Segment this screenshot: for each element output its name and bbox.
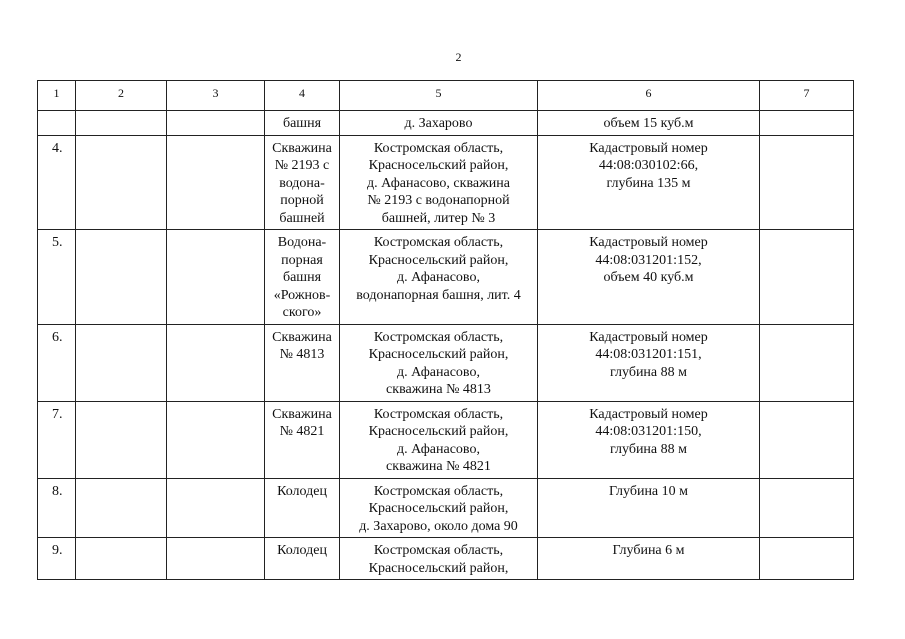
table-row: [38, 111, 854, 136]
details-line: 44:08:031201:150,: [595, 424, 702, 439]
empty-cell-col3: [167, 478, 265, 538]
object-name-line: башня: [282, 270, 322, 285]
object-name-line: № 2193 с: [274, 158, 330, 173]
column-header-7: 7: [760, 81, 854, 111]
object-name-cell: [265, 538, 340, 580]
column-header-6: 6: [538, 81, 760, 111]
details-line: 44:08:030102:66,: [598, 158, 699, 173]
details-cell: [538, 324, 760, 401]
object-name-line: порная: [281, 252, 323, 268]
details-line: глубина 135 м: [606, 175, 691, 191]
address-line: скважина № 4821: [386, 459, 491, 474]
empty-cell-col7: [760, 230, 854, 325]
empty-cell-col2: [76, 401, 167, 478]
details-line: Кадастровый номер: [589, 406, 708, 422]
empty-cell-col7: [760, 478, 854, 538]
empty-cell-col2: [76, 111, 167, 136]
details-line: Глубина 6 м: [612, 543, 685, 558]
object-name-line: Колодец: [277, 483, 327, 499]
column-header-5: 5: [340, 81, 538, 111]
address-cell: [340, 324, 538, 401]
object-name-line: Скважина: [272, 406, 332, 422]
empty-cell-col3: [167, 324, 265, 401]
details-line: 44:08:031201:152,: [595, 252, 702, 268]
details-cell: [538, 111, 760, 136]
address-line: д. Афанасово,: [397, 364, 480, 380]
address-line: Красносельский район,: [368, 424, 509, 439]
table-row: [38, 324, 854, 401]
object-name-line: башней: [279, 210, 325, 226]
address-line: д. Афанасово,: [397, 270, 480, 285]
object-name-line: № 4813: [279, 347, 325, 362]
address-line: водонапорная башня, лит. 4: [356, 287, 521, 303]
details-line: Глубина 10 м: [608, 483, 689, 499]
details-line: объем 15 куб.м: [603, 116, 694, 131]
column-header-3: 3: [167, 81, 265, 111]
row-number-cell: 8.: [38, 478, 76, 538]
address-line: Костромская область,: [373, 329, 504, 345]
row-number-cell: 7.: [38, 401, 76, 478]
column-header-2: 2: [76, 81, 167, 111]
object-name-line: порной: [280, 193, 324, 208]
row-number-cell: 4.: [38, 135, 76, 230]
empty-cell-col7: [760, 135, 854, 230]
empty-cell-col2: [76, 230, 167, 325]
address-cell: [340, 230, 538, 325]
address-line: д. Захарово, около дома 90: [359, 518, 518, 534]
table-row: [38, 230, 854, 325]
address-line: Костромская область,: [373, 483, 504, 499]
details-line: объем 40 куб.м: [603, 270, 694, 285]
details-cell: [538, 401, 760, 478]
empty-cell-col7: [760, 538, 854, 580]
empty-cell-col2: [76, 324, 167, 401]
empty-cell-col7: [760, 111, 854, 136]
address-cell: [340, 478, 538, 538]
object-name-cell: [265, 401, 340, 478]
details-cell: [538, 230, 760, 325]
details-line: глубина 88 м: [609, 364, 687, 380]
details-line: Кадастровый номер: [589, 329, 708, 345]
object-name-line: Скважина: [272, 329, 332, 345]
object-name-line: № 4821: [279, 424, 325, 439]
object-name-cell: [265, 324, 340, 401]
object-name-line: Скважина: [272, 140, 332, 156]
empty-cell-col3: [167, 111, 265, 136]
empty-cell-col3: [167, 230, 265, 325]
column-header-4: 4: [265, 81, 340, 111]
address-cell: [340, 401, 538, 478]
object-name-line: башня: [282, 116, 322, 131]
details-cell: [538, 135, 760, 230]
address-line: Костромская область,: [373, 406, 504, 422]
empty-cell-col2: [76, 135, 167, 230]
details-cell: [538, 478, 760, 538]
empty-cell-col3: [167, 538, 265, 580]
address-line: д. Захарово: [404, 116, 473, 131]
column-header-1: 1: [38, 81, 76, 111]
address-line: Красносельский район,: [368, 560, 509, 576]
address-line: Костромская область,: [373, 235, 504, 250]
details-cell: [538, 538, 760, 580]
address-cell: [340, 135, 538, 230]
empty-cell-col3: [167, 135, 265, 230]
registry-table: [37, 80, 854, 580]
table-row: [38, 135, 854, 230]
address-line: Костромская область,: [373, 543, 504, 558]
address-line: Красносельский район,: [368, 158, 509, 173]
table-row: [38, 401, 854, 478]
address-line: скважина № 4813: [386, 382, 491, 397]
table-row: [38, 478, 854, 538]
empty-cell-col2: [76, 538, 167, 580]
row-number-cell: [38, 111, 76, 136]
row-number-cell: 6.: [38, 324, 76, 401]
table-body: [38, 81, 854, 580]
object-name-line: Колодец: [277, 543, 327, 558]
object-name-line: «Рожнов-: [273, 287, 331, 303]
empty-cell-col7: [760, 401, 854, 478]
address-line: д. Афанасово,: [397, 441, 480, 457]
address-line: Костромская область,: [373, 140, 504, 156]
column-header-row: [38, 81, 854, 111]
table-row: [38, 538, 854, 580]
details-line: Кадастровый номер: [589, 140, 708, 156]
address-cell: [340, 538, 538, 580]
address-line: башней, литер № 3: [381, 210, 496, 226]
details-line: глубина 88 м: [609, 441, 687, 457]
address-line: д. Афанасово, скважина: [367, 175, 510, 191]
page-number: 2: [455, 50, 462, 64]
object-name-line: ского»: [282, 305, 322, 320]
details-line: Кадастровый номер: [589, 235, 708, 250]
empty-cell-col7: [760, 324, 854, 401]
empty-cell-col3: [167, 401, 265, 478]
object-name-line: Водона-: [277, 235, 327, 250]
address-line: Красносельский район,: [368, 252, 509, 268]
object-name-cell: [265, 230, 340, 325]
empty-cell-col2: [76, 478, 167, 538]
object-name-line: водона-: [279, 175, 325, 191]
details-line: 44:08:031201:151,: [595, 347, 702, 362]
object-name-cell: [265, 478, 340, 538]
address-line: № 2193 с водонапорной: [367, 193, 510, 208]
address-line: Красносельский район,: [368, 347, 509, 362]
address-cell: [340, 111, 538, 136]
object-name-cell: [265, 135, 340, 230]
object-name-cell: [265, 111, 340, 136]
address-line: Красносельский район,: [368, 501, 509, 516]
row-number-cell: 5.: [38, 230, 76, 325]
row-number-cell: 9.: [38, 538, 76, 580]
